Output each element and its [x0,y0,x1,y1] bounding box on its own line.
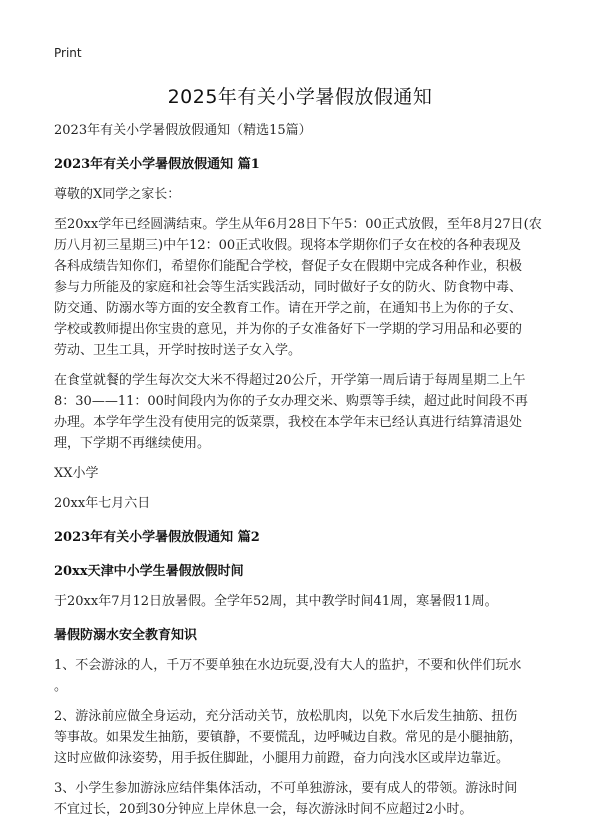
safety-item-3 [54,778,550,820]
section-2-paragraph-1: 于20xx年7月12日放暑假。全学年52周，其中教学时间41周，寒暑假11周。 [54,594,498,609]
text-line: 至20xx学年已经圆满结束。学生从年6月28日下午5：00正式放假，至年8月27日(农 [54,217,542,232]
safety-item-2 [54,706,550,769]
document-body [54,120,550,829]
text-line: 在食堂就餐的学生每次交大米不得超过20公斤，开学第一周后请于每周星期二上午 [54,373,526,388]
text-line: 8：30——11：00时间段内为你的子女办理交米、购票等手续，超过此时间段不再 [54,394,528,409]
text-line: 历八月初三星期三)中午12：00正式收假。现将本学期你们子女在校的各种表现及 [54,238,522,253]
text-line: 1、不会游泳的人，千万不要单独在水边玩耍,没有大人的监护，不要和伙伴们玩水 [54,658,522,673]
text-line: 学校或教师提出你宝贵的意见，并为你的子女准备好下一学期的学习用品和必要的 [54,322,523,337]
text-line: 。 [54,679,68,694]
print-label: Print [54,46,82,60]
text-line: 防交通、防溺水等方面的安全教育工作。请在开学之前，在通知书上为你的子女、 [54,301,523,316]
safety-heading: 暑假防溺水安全教育知识 [54,628,198,643]
safety-item-1 [54,655,550,697]
page-title: 2025年有关小学暑假放假通知 [167,86,433,108]
section-1-heading: 2023年有关小学暑假放假通知 篇1 [54,157,260,172]
text-line: 不宜过长，20到30分钟应上岸休息一会，每次游泳时间不应超过2小时。 [54,802,473,817]
signature-date: 20xx年七月六日 [54,496,151,511]
section-1-paragraph-1 [54,214,550,361]
text-line: 参与力所能及的家庭和社会等生活实践活动，同时做好子女的防火、防食物中毒、 [54,280,523,295]
text-line: 劳动、卫生工具，开学时按时送子女入学。 [54,343,302,358]
school-signature: XX小学 [54,466,99,481]
text-line: 办理。本学年学生没有使用完的饭菜票，我校在本学年末已经认真进行结算清退处 [54,415,523,430]
text-line: 2、游泳前应做全身运动，充分活动关节，放松肌肉，以免下水后发生抽筋、扭伤 [54,709,518,724]
section-2-subheading: 20xx天津中小学生暑假放假时间 [54,564,244,579]
section-1-paragraph-2 [54,370,550,454]
section-2-heading: 2023年有关小学暑假放假通知 篇2 [54,530,260,545]
text-line: 这时应做仰泳姿势，用手扳住脚趾，小腿用力前蹬，奋力向浅水区或岸边靠近。 [54,751,510,766]
section-1-greeting: 尊敬的X同学之家长： [54,187,181,202]
text-line: 等事故。如果发生抽筋，要镇静，不要慌乱，边呼喊边自救。常见的是小腿抽筋， [54,730,523,745]
text-line: 3、小学生参加游泳应结伴集体活动，不可单独游泳，要有成人的带领。游泳时间 [54,781,518,796]
text-line: 理，下学期不再继续使用。 [54,436,211,451]
document-subtitle: 2023年有关小学暑假放假通知（精选15篇） [54,123,312,138]
text-line: 各科成绩告知你们，希望你们能配合学校，督促子女在假期中完成各种作业，积极 [54,259,523,274]
